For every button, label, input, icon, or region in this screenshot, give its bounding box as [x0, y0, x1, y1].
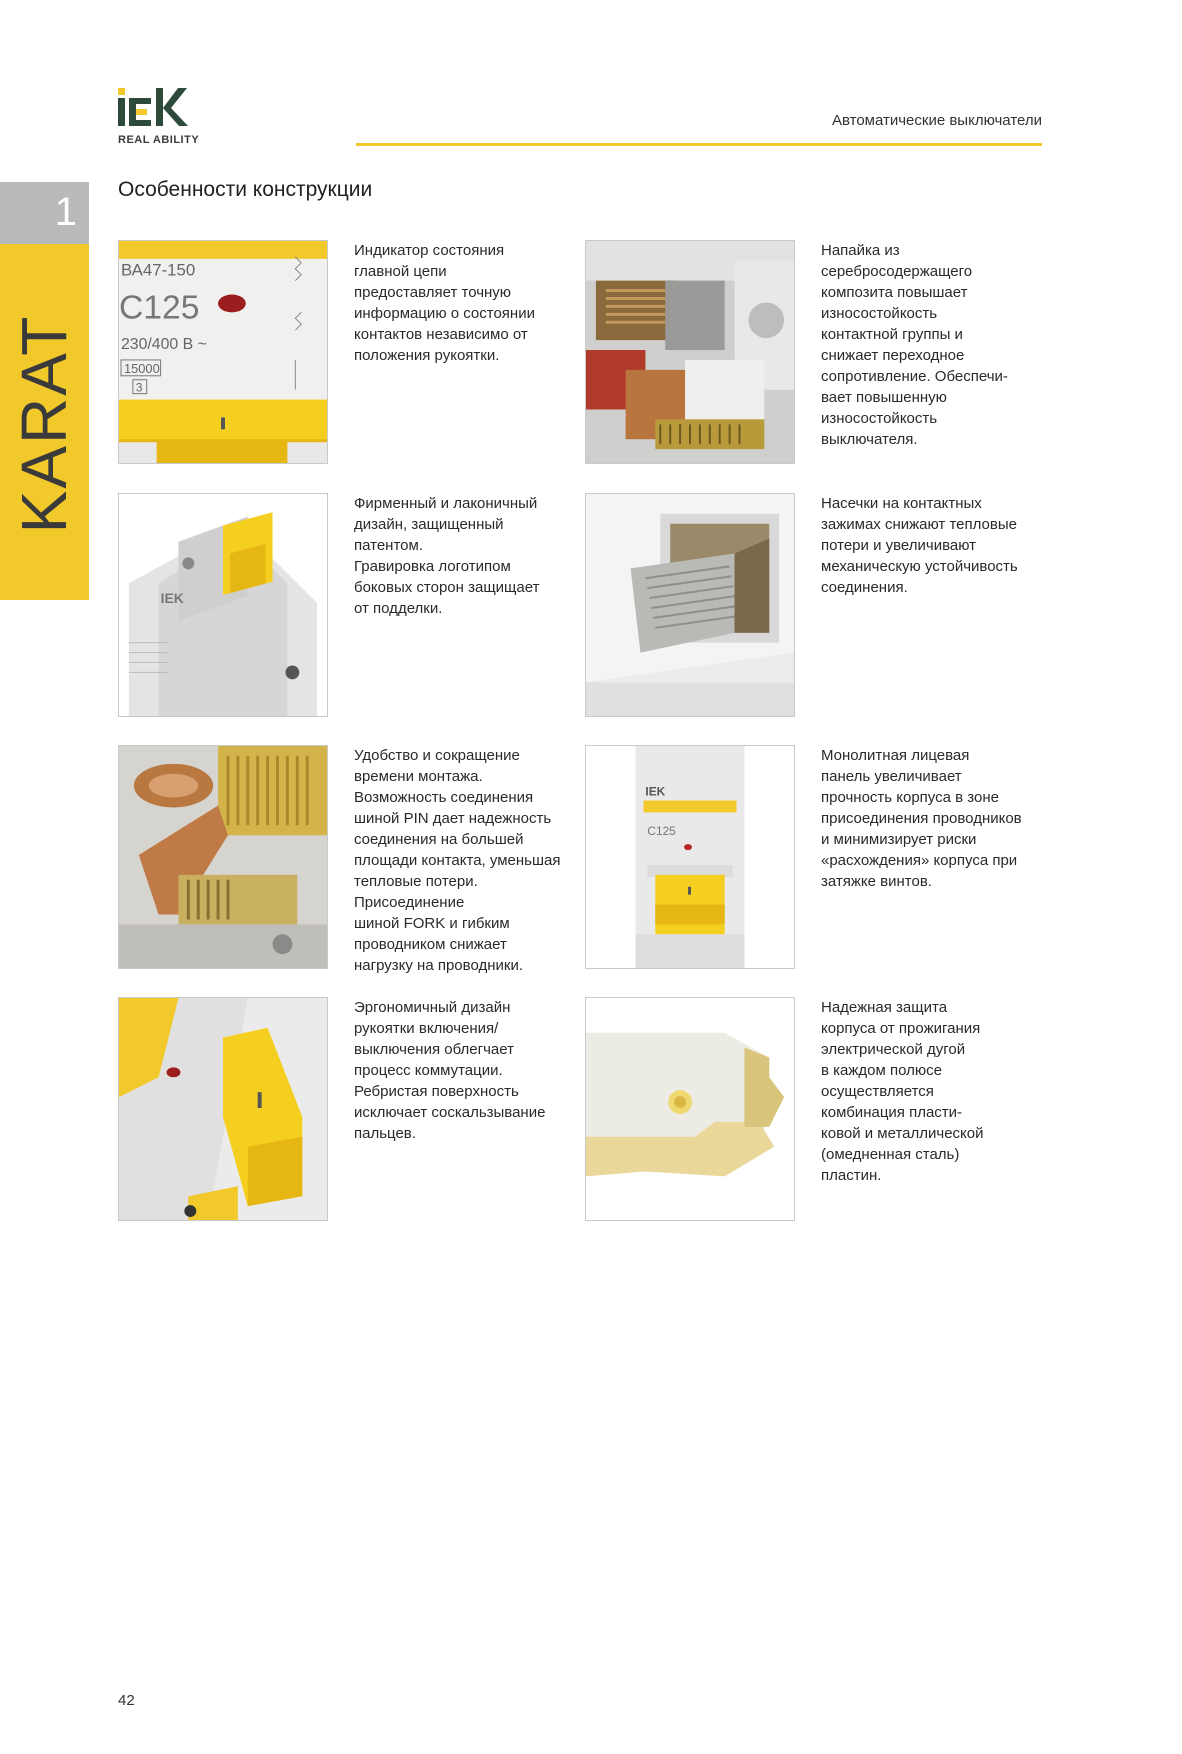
feature-arc-protection [585, 997, 1055, 1227]
page-number: 42 [118, 1692, 135, 1709]
feature-photo-busbar-mounting [118, 745, 328, 969]
feature-photo-patented-design [118, 493, 328, 717]
section-header: Автоматические выключатели [831, 112, 1042, 129]
photo-label-rating: C125 [119, 289, 200, 327]
svg-text:C125: C125 [647, 824, 676, 839]
brand-tagline: REAL ABILITY [118, 134, 200, 146]
feature-photo-notched-clamps [585, 493, 795, 717]
svg-text:IEK: IEK [645, 784, 666, 799]
chapter-number-box [0, 182, 89, 244]
feature-text: Насечки на контактных зажимах снижают тепловые потери и увеличивают механическую устойчивость соединения. [821, 495, 1018, 596]
photo-label-class: 3 [135, 380, 143, 395]
chapter-number: 1 [54, 190, 77, 234]
feature-text: Напайка из серебросодержащего композита повышает износостойкость контактной группы и снижает переходное сопротивление. Обеспечи- вает повышенную износостойкость выключателя. [821, 242, 1008, 448]
header-divider [356, 143, 1042, 146]
feature-text: Надежная защита корпуса от прожигания электрической дугой в каждом полюсе осуществляется комбинация пласти- ковой и металлической (омедненная сталь) пластин. [821, 999, 984, 1184]
feature-text: Удобство и сокращение времени монтажа. Возможность соединения шиной PIN дает надежность соединения на большей площади контакта, уменьшая тепловые потери. Присоединение шиной FORK и гибким проводником снижает нагрузку на проводники. [354, 747, 561, 974]
photo-label-model: ВА47-150 [120, 260, 196, 280]
feature-silver-contacts [585, 240, 1055, 470]
feature-photo-arc-protection [585, 997, 795, 1221]
feature-text: Монолитная лицевая панель увеличивает прочность корпуса в зоне присоединения проводников и минимизирует риски «расхождения» корпуса при затяжке винтов. [821, 747, 1022, 890]
photo-label-voltage: 230/400 В ~ [120, 336, 207, 354]
chapter-tab [0, 244, 89, 600]
chapter-title: KARAT [8, 314, 80, 534]
page-title: Особенности конструкции [118, 178, 373, 201]
feature-status-indicator [118, 240, 588, 470]
feature-photo-monolithic-panel [585, 745, 795, 969]
feature-photo-silver-contacts [585, 240, 795, 464]
feature-text: Эргономичный дизайн рукоятки включения/ выключения облегчает процесс коммутации. Ребристая поверхность исключает соскальзывание пальцев. [354, 999, 546, 1142]
feature-monolithic-panel [585, 745, 1055, 975]
photo-label-breaking: 15000 [123, 360, 160, 376]
feature-patented-design [118, 493, 588, 723]
feature-ergonomic-handle [118, 997, 588, 1227]
svg-text:IEK: IEK [160, 590, 184, 607]
feature-notched-clamps [585, 493, 1055, 723]
feature-text: Индикатор состояния главной цепи предоставляет точную информацию о состоянии контактов независимо от положения рукоятки. [354, 242, 535, 364]
feature-photo-ergonomic-handle [118, 997, 328, 1221]
feature-busbar-mounting [118, 745, 588, 975]
feature-photo-status-indicator [118, 240, 328, 464]
feature-text: Фирменный и лаконичный дизайн, защищенный патентом. Гравировка логотипом боковых сторон защищает от подделки. [354, 495, 540, 617]
